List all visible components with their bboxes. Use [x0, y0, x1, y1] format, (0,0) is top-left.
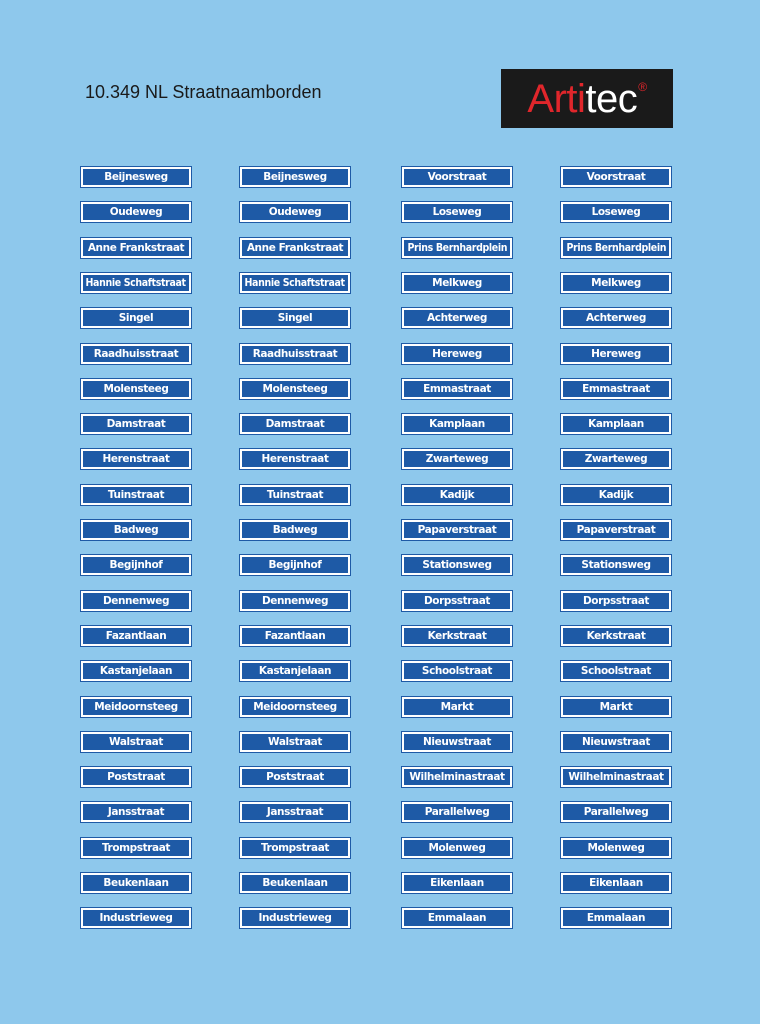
- street-sign: [240, 555, 350, 575]
- street-sign-label: Damstraat: [106, 418, 166, 430]
- street-sign: [561, 908, 671, 928]
- street-sign-label: Nieuwstraat: [423, 736, 491, 748]
- street-sign-label: Walstraat: [268, 736, 322, 748]
- street-sign-label: Badweg: [113, 524, 159, 536]
- street-sign-label: Begijnhof: [268, 559, 322, 571]
- street-sign: [81, 697, 191, 717]
- street-sign: [81, 555, 191, 575]
- street-sign: [240, 626, 350, 646]
- street-sign: [561, 732, 671, 752]
- street-sign: [81, 626, 191, 646]
- street-sign-label: Singel: [277, 312, 313, 324]
- street-sign: [240, 449, 350, 469]
- street-sign-label: Raadhuisstraat: [93, 348, 179, 360]
- street-sign-label: Melkweg: [432, 277, 482, 289]
- street-sign-label: Hereweg: [432, 348, 482, 360]
- registered-mark: ®: [638, 79, 647, 94]
- street-sign-label: Nieuwstraat: [582, 736, 650, 748]
- street-sign: [402, 273, 512, 293]
- street-sign: [81, 344, 191, 364]
- street-sign: [81, 379, 191, 399]
- street-sign: [561, 273, 671, 293]
- street-sign-label: Emmalaan: [427, 912, 487, 924]
- street-sign-label: Kamplaan: [429, 418, 485, 430]
- street-sign-label: Meidoornsteeg: [253, 701, 337, 713]
- street-sign: [81, 238, 191, 258]
- street-sign: [81, 308, 191, 328]
- street-sign: [81, 908, 191, 928]
- logo-wordmark: [527, 76, 647, 121]
- street-sign-label: Kastanjelaan: [258, 665, 332, 677]
- street-sign: [561, 838, 671, 858]
- street-sign-label: Dorpsstraat: [423, 595, 491, 607]
- street-sign-label: Voorstraat: [586, 171, 646, 183]
- street-sign: [81, 838, 191, 858]
- street-sign-label: Oudeweg: [268, 206, 322, 218]
- street-sign: [402, 485, 512, 505]
- street-sign: [402, 626, 512, 646]
- street-sign: [402, 520, 512, 540]
- street-sign: [402, 414, 512, 434]
- street-sign-label: Beijnesweg: [104, 171, 168, 183]
- street-sign-label: Schoolstraat: [421, 665, 493, 677]
- street-sign-label: Fazantlaan: [264, 630, 326, 642]
- street-sign-label: Beukenlaan: [103, 877, 169, 889]
- street-sign-label: Emmastraat: [423, 383, 491, 395]
- street-sign: [402, 379, 512, 399]
- street-sign: [81, 414, 191, 434]
- street-sign: [402, 449, 512, 469]
- street-sign: [561, 485, 671, 505]
- street-sign-label: Loseweg: [591, 206, 641, 218]
- street-sign-label: Eikenlaan: [589, 877, 643, 889]
- street-sign: [81, 273, 191, 293]
- street-sign-label: Damstraat: [265, 418, 325, 430]
- street-sign: [561, 661, 671, 681]
- street-sign: [81, 520, 191, 540]
- street-sign-label: Jansstraat: [266, 806, 324, 818]
- street-sign: [561, 414, 671, 434]
- street-sign-label: Papaverstraat: [576, 524, 656, 536]
- street-sign-label: Dennenweg: [261, 595, 329, 607]
- street-sign-label: Singel: [118, 312, 154, 324]
- street-sign: [561, 802, 671, 822]
- street-sign: [240, 379, 350, 399]
- street-sign: [561, 767, 671, 787]
- street-sign: [81, 661, 191, 681]
- street-sign-label: Achterweg: [427, 312, 487, 324]
- street-sign: [240, 485, 350, 505]
- street-sign: [402, 767, 512, 787]
- street-sign: [81, 202, 191, 222]
- street-sign-label: Walstraat: [109, 736, 163, 748]
- street-sign-label: Schoolstraat: [580, 665, 652, 677]
- street-sign: [402, 732, 512, 752]
- street-sign: [402, 908, 512, 928]
- street-sign: [81, 732, 191, 752]
- street-sign-label: Dennenweg: [102, 595, 170, 607]
- street-sign-label: Fazantlaan: [105, 630, 167, 642]
- street-sign-label: Industrieweg: [99, 912, 173, 924]
- street-sign-label: Kerkstraat: [586, 630, 646, 642]
- street-sign: [240, 873, 350, 893]
- street-sign: [240, 838, 350, 858]
- street-sign-label: Badweg: [272, 524, 318, 536]
- street-sign-label: Anne Frankstraat: [87, 242, 185, 254]
- street-sign: [561, 697, 671, 717]
- street-sign-label: Parallelweg: [583, 806, 649, 818]
- street-sign: [240, 908, 350, 928]
- street-sign-label: Zwarteweg: [584, 453, 648, 465]
- street-sign-label: Meidoornsteeg: [94, 701, 178, 713]
- street-sign-label: Wilhelminastraat: [409, 771, 505, 783]
- street-sign-label: Begijnhof: [109, 559, 163, 571]
- street-sign-label: Voorstraat: [427, 171, 487, 183]
- street-sign-label: Markt: [599, 701, 633, 713]
- street-sign: [402, 308, 512, 328]
- street-sign-label: Emmastraat: [582, 383, 650, 395]
- street-sign: [402, 238, 512, 258]
- street-sign-label: Industrieweg: [258, 912, 332, 924]
- street-sign-label: Trompstraat: [260, 842, 330, 854]
- street-sign-label: Poststraat: [107, 771, 165, 783]
- street-sign-label: Kadijk: [439, 489, 475, 501]
- sheet-title: 10.349 NL Straatnaamborden: [85, 82, 322, 102]
- street-sign: [81, 767, 191, 787]
- street-sign-label: Hannie Schaftstraat: [85, 277, 187, 289]
- street-sign-label: Tuinstraat: [266, 489, 324, 501]
- street-sign: [402, 873, 512, 893]
- street-sign: [402, 697, 512, 717]
- street-sign: [240, 238, 350, 258]
- street-sign: [240, 802, 350, 822]
- street-sign: [402, 202, 512, 222]
- street-sign-label: Markt: [440, 701, 474, 713]
- street-sign-label: Herenstraat: [102, 453, 170, 465]
- street-sign: [561, 449, 671, 469]
- street-sign-label: Wilhelminastraat: [568, 771, 664, 783]
- street-sign: [240, 697, 350, 717]
- street-sign-label: Eikenlaan: [430, 877, 484, 889]
- logo-text-red: Arti: [527, 76, 586, 121]
- street-sign-label: Beijnesweg: [263, 171, 327, 183]
- street-sign-label: Kadijk: [598, 489, 634, 501]
- street-sign-label: Oudeweg: [109, 206, 163, 218]
- artitec-logo: [501, 69, 673, 128]
- street-sign-label: Achterweg: [586, 312, 646, 324]
- street-sign-label: Trompstraat: [101, 842, 171, 854]
- street-sign-label: Tuinstraat: [107, 489, 165, 501]
- street-sign-label: Beukenlaan: [262, 877, 328, 889]
- street-sign: [81, 802, 191, 822]
- street-sign: [402, 591, 512, 611]
- street-sign: [81, 449, 191, 469]
- street-sign: [240, 167, 350, 187]
- street-sign: [240, 591, 350, 611]
- street-sign: [402, 167, 512, 187]
- street-sign: [240, 273, 350, 293]
- street-sign: [561, 379, 671, 399]
- street-sign: [402, 661, 512, 681]
- street-sign: [240, 732, 350, 752]
- street-sign: [402, 802, 512, 822]
- street-sign: [81, 873, 191, 893]
- street-sign-label: Jansstraat: [107, 806, 165, 818]
- street-sign-label: Kamplaan: [588, 418, 644, 430]
- street-sign: [561, 238, 671, 258]
- street-sign-label: Anne Frankstraat: [246, 242, 344, 254]
- street-sign: [561, 308, 671, 328]
- street-sign: [561, 520, 671, 540]
- street-sign: [561, 167, 671, 187]
- street-sign-label: Prins Bernhardplein: [566, 242, 666, 254]
- street-sign-label: Raadhuisstraat: [252, 348, 338, 360]
- logo-text-white: tec: [585, 76, 638, 121]
- street-sign: [240, 661, 350, 681]
- street-sign-label: Kastanjelaan: [99, 665, 173, 677]
- street-sign: [402, 344, 512, 364]
- street-sign-label: Stationsweg: [422, 559, 492, 571]
- street-sign-label: Zwarteweg: [425, 453, 489, 465]
- street-sign-label: Molensteeg: [103, 383, 169, 395]
- street-sign-label: Hannie Schaftstraat: [244, 277, 346, 289]
- street-sign: [81, 591, 191, 611]
- street-sign-label: Poststraat: [266, 771, 324, 783]
- street-sign: [240, 767, 350, 787]
- street-sign-label: Molensteeg: [262, 383, 328, 395]
- street-sign-label: Dorpsstraat: [582, 595, 650, 607]
- street-sign: [561, 873, 671, 893]
- street-sign: [561, 591, 671, 611]
- street-sign: [240, 308, 350, 328]
- street-sign: [561, 344, 671, 364]
- street-sign: [402, 838, 512, 858]
- street-sign-label: Emmalaan: [586, 912, 646, 924]
- street-sign-label: Melkweg: [591, 277, 641, 289]
- street-sign-label: Kerkstraat: [427, 630, 487, 642]
- street-sign: [81, 167, 191, 187]
- street-sign: [561, 202, 671, 222]
- street-sign: [240, 520, 350, 540]
- street-sign: [81, 485, 191, 505]
- street-sign: [240, 414, 350, 434]
- street-sign-label: Hereweg: [591, 348, 641, 360]
- street-sign-label: Molenweg: [428, 842, 486, 854]
- street-sign-label: Prins Bernhardplein: [407, 242, 507, 254]
- street-sign: [240, 202, 350, 222]
- street-sign: [561, 555, 671, 575]
- street-sign-label: Stationsweg: [581, 559, 651, 571]
- street-sign: [240, 344, 350, 364]
- street-sign-label: Loseweg: [432, 206, 482, 218]
- street-sign: [402, 555, 512, 575]
- street-sign-label: Molenweg: [587, 842, 645, 854]
- street-sign: [561, 626, 671, 646]
- street-sign-label: Papaverstraat: [417, 524, 497, 536]
- street-sign-label: Herenstraat: [261, 453, 329, 465]
- street-sign-label: Parallelweg: [424, 806, 490, 818]
